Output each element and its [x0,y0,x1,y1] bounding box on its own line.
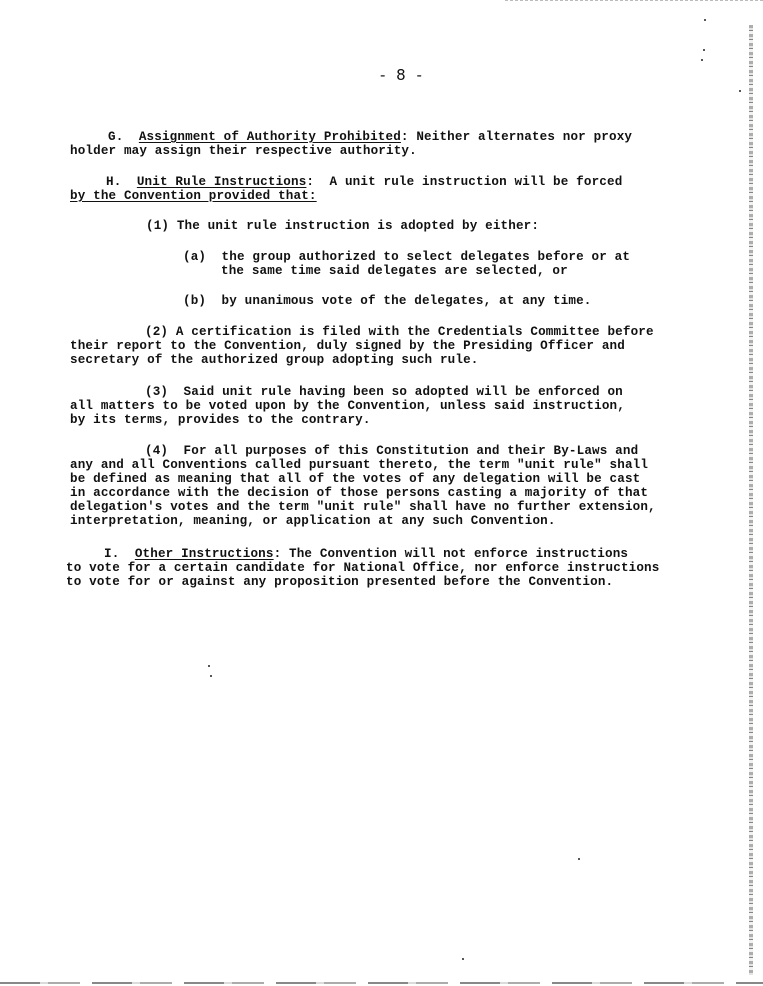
item-marker: (a) [183,250,207,264]
item-4-line-3: be defined as meaning that all of the votes of any delegation will be cast [70,472,641,486]
item-4-line-2: any and all Conventions called pursuant thereto, the term "unit rule" shall [70,458,649,472]
item-marker: (2) [145,325,169,339]
scan-speck [210,675,212,677]
scan-speck [704,19,706,21]
scan-speck [739,90,741,92]
scan-speck [208,665,210,667]
section-letter: G. [108,130,124,144]
item-3-line-3: by its terms, provides to the contrary. [70,413,371,427]
item-2-line-2: their report to the Convention, duly signed by the Presiding Officer and [70,339,625,353]
section-heading: Assignment of Authority Prohibited [138,130,401,144]
item-3-line-2: all matters to be voted upon by the Convention, unless said instruction, [70,399,625,413]
item-2-line-3: secretary of the authorized group adopting such rule. [70,353,479,367]
item-1: (1) The unit rule instruction is adopted by either: [146,219,540,233]
scan-speck [578,858,580,860]
item-4-line-6: interpretation, meaning, or application at any such Convention. [70,514,556,528]
scan-edge-bottom [0,982,763,984]
item-4-line-4: in accordance with the decision of those persons casting a majority of that [70,486,649,500]
subitem-b: (b) by unanimous vote of the delegates, at any time. [183,294,592,308]
section-heading: Other Instructions [134,547,274,561]
subitem-a-line-1: (a) the group authorized to select delegates before or at [183,250,631,264]
item-2-line-1: (2) A certification is filed with the Credentials Committee before [145,325,654,339]
section-i-line-2: to vote for a certain candidate for National Office, nor enforce instructions [66,561,660,575]
section-h-line-2: by the Convention provided that: [70,189,317,203]
section-i-line-3: to vote for or against any proposition presented before the Convention. [66,575,614,589]
subitem-a-line-2: the same time said delegates are selected, or [221,264,568,278]
section-g-line-2: holder may assign their respective authority. [70,144,417,158]
page-number: - 8 - [380,66,425,84]
item-marker: (3) [145,385,169,399]
scan-speck [462,958,464,960]
section-h-line-1: H. Unit Rule Instructions: A unit rule instruction will be forced [106,175,623,189]
scan-speck [701,59,703,61]
scan-speck [703,49,705,51]
section-letter: H. [106,175,122,189]
item-3-line-1: (3) Said unit rule having been so adopted will be enforced on [145,385,623,399]
section-g-line-1: G. Assignment of Authority Prohibited: Neither alternates nor proxy [108,130,633,144]
section-heading: Unit Rule Instructions [136,175,307,189]
scan-edge-right [749,25,753,975]
item-marker: (4) [145,444,169,458]
section-i-line-1: I. Other Instructions: The Convention will not enforce instructions [104,547,629,561]
section-letter: I. [104,547,120,561]
item-marker: (b) [183,294,207,308]
scan-edge-top [505,0,763,2]
item-marker: (1) [146,219,170,233]
item-4-line-5: delegation's votes and the term "unit rule" shall have no further extension, [70,500,656,514]
item-4-line-1: (4) For all purposes of this Constitution and their By-Laws and [145,444,639,458]
